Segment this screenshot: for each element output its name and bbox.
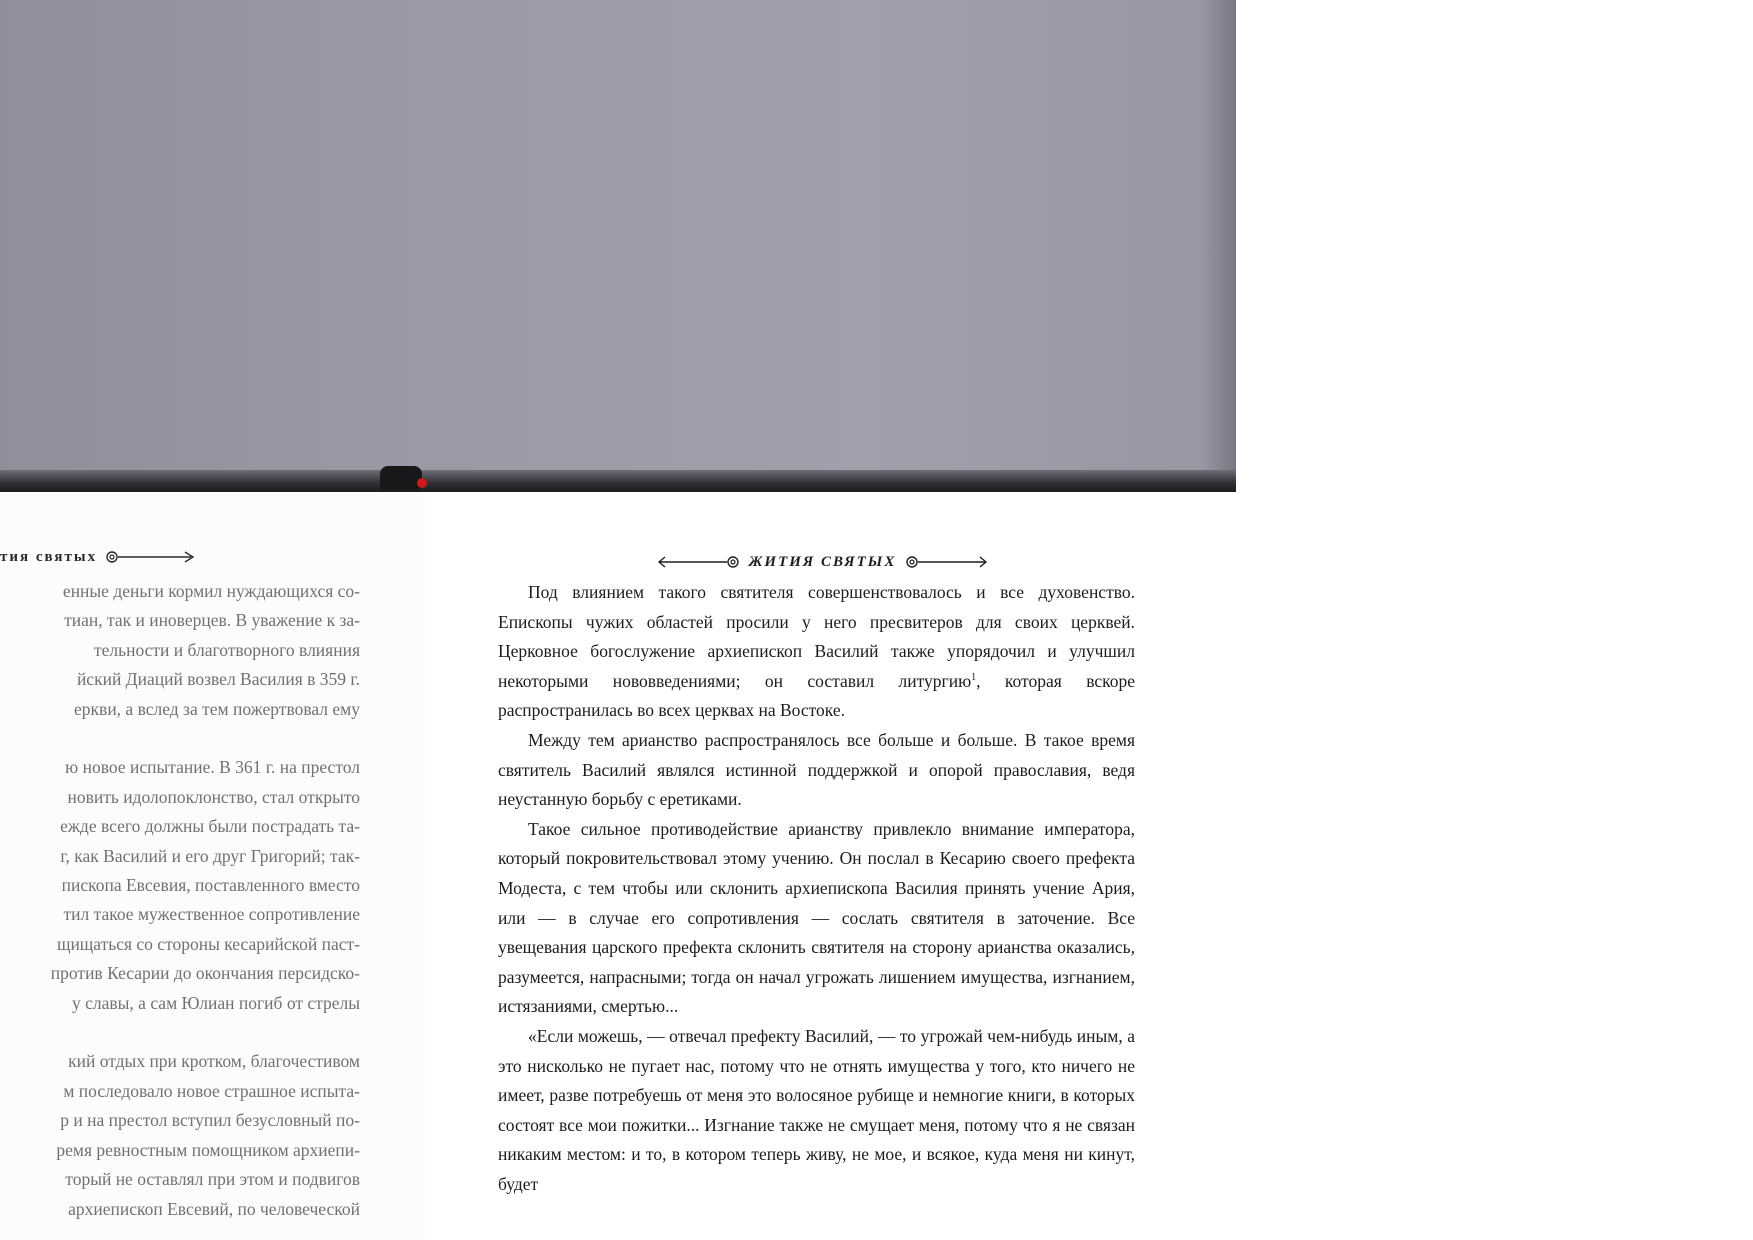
lid-edge-shadow <box>1202 0 1236 492</box>
paragraph: «Если можешь, — отвечал префекту Василий, — то угрожай чем-нибудь иным, а это нисколько не пугает нас, потому что не отнять имущества у того, кто ничего не имеет, разве потребуешь от меня это волосяное рубище и немногие книги, в которых состоят все мои пожитки... Изгнание также не смущает меня, потому что я не связан никаким местом: и то, в котором теперь живу, не мое, и всякое, куда меня ни кинут, будет <box>498 1025 1135 1194</box>
right-page-text <box>498 578 1135 1199</box>
text-line: ю новое испытание. В 361 г. на престол <box>65 757 360 778</box>
indicator-light-icon <box>417 478 427 488</box>
text-line: еркви, а вслед за тем пожертвовал ему <box>74 698 360 719</box>
text-line: р и на престол вступил безусловный по- <box>60 1110 360 1131</box>
text-line: у славы, а сам Юлиан погиб от стрелы <box>72 992 360 1013</box>
right-running-head-text: ЖИТИЯ СВЯТЫХ <box>748 553 897 570</box>
text-line: йский Диаций возвел Василия в 359 г. <box>76 669 360 690</box>
line-gap <box>0 724 360 753</box>
text-line: тельности и благотворного влияния <box>93 639 360 660</box>
text-line: торый не оставлял при этом и подвигов <box>65 1169 360 1190</box>
paragraph: Между тем арианство распространялось все больше и больше. В такое время святитель Василий являлся истинной поддержкой и опорой православия, ведя неустанную борьбу с еретиками. <box>498 729 1135 810</box>
paragraph-text: Под влиянием такого святителя совершенствовалось и все духовенство. Епископы чужих областей просили у него пресвитеров для своих церквей. Церковное богослужение архиепископ Василий также упорядочил и улучшил некоторыми нововведениями; он составил литургию <box>498 582 1135 691</box>
lid-bottom-strip <box>0 470 1236 492</box>
spiral-arrow-ornament-icon <box>105 550 201 564</box>
arrow-spiral-ornament-icon <box>657 555 741 569</box>
paragraph <box>498 578 1135 726</box>
text-line: пископа Евсевия, поставленного вместо <box>61 875 360 896</box>
text-line: новить идолопоклонство, стал открыто <box>67 786 360 807</box>
spiral-arrow-ornament-icon <box>904 555 988 569</box>
text-line: енные деньги кормил нуждающихся со- <box>62 581 360 601</box>
left-running-head <box>0 548 201 566</box>
paragraph: Такое сильное противодействие арианству привлекло внимание императора, который покровительствовал этому учению. Он послал в Кесарию своего префекта Модеста, с тем чтобы или склонить архиепископа Василия принять учение Ария, или — в случае его сопротивления — сослать святителя в заточение. Все увещевания царского префекта склонить святителя на сторону арианства оказались, разумеется, напрасными; тогда он начал угрожать лишением имущества, изгнанием, истязаниями, смертью... <box>498 818 1135 1017</box>
text-line: тиан, так и иноверцев. В уважение к за- <box>64 610 360 631</box>
right-page <box>425 492 1753 1240</box>
text-line: тил такое мужественное сопротивление <box>63 904 360 925</box>
text-line: против Кесарии до окончания персидско- <box>50 963 360 984</box>
text-line: архиепископ Евсевий, по человеческой <box>68 1198 360 1219</box>
text-line: г, как Василий и его друг Григорий; так- <box>60 845 360 866</box>
text-line: щищаться со стороны кесарийской паст- <box>56 933 360 954</box>
text-line: м последовало новое страшное испыта- <box>63 1080 360 1101</box>
left-running-head-text: тия святых <box>0 548 98 565</box>
right-running-head <box>650 553 995 571</box>
text-line: кий отдых при кротком, благочестивом <box>68 1051 360 1072</box>
footnote-marker[interactable]: 1 <box>971 671 977 683</box>
paragraph-text: , которая вскоре распространилась во всех церквах на Востоке. <box>498 670 1135 721</box>
lid-knob <box>380 466 422 490</box>
line-gap <box>0 1018 360 1047</box>
left-page <box>0 492 427 1240</box>
text-line: ремя ревностным помощником архиепи- <box>56 1139 360 1160</box>
left-page-text <box>0 577 360 1224</box>
scanner-lid <box>0 0 1236 492</box>
text-line: ежде всего должны были пострадать та- <box>60 816 360 837</box>
